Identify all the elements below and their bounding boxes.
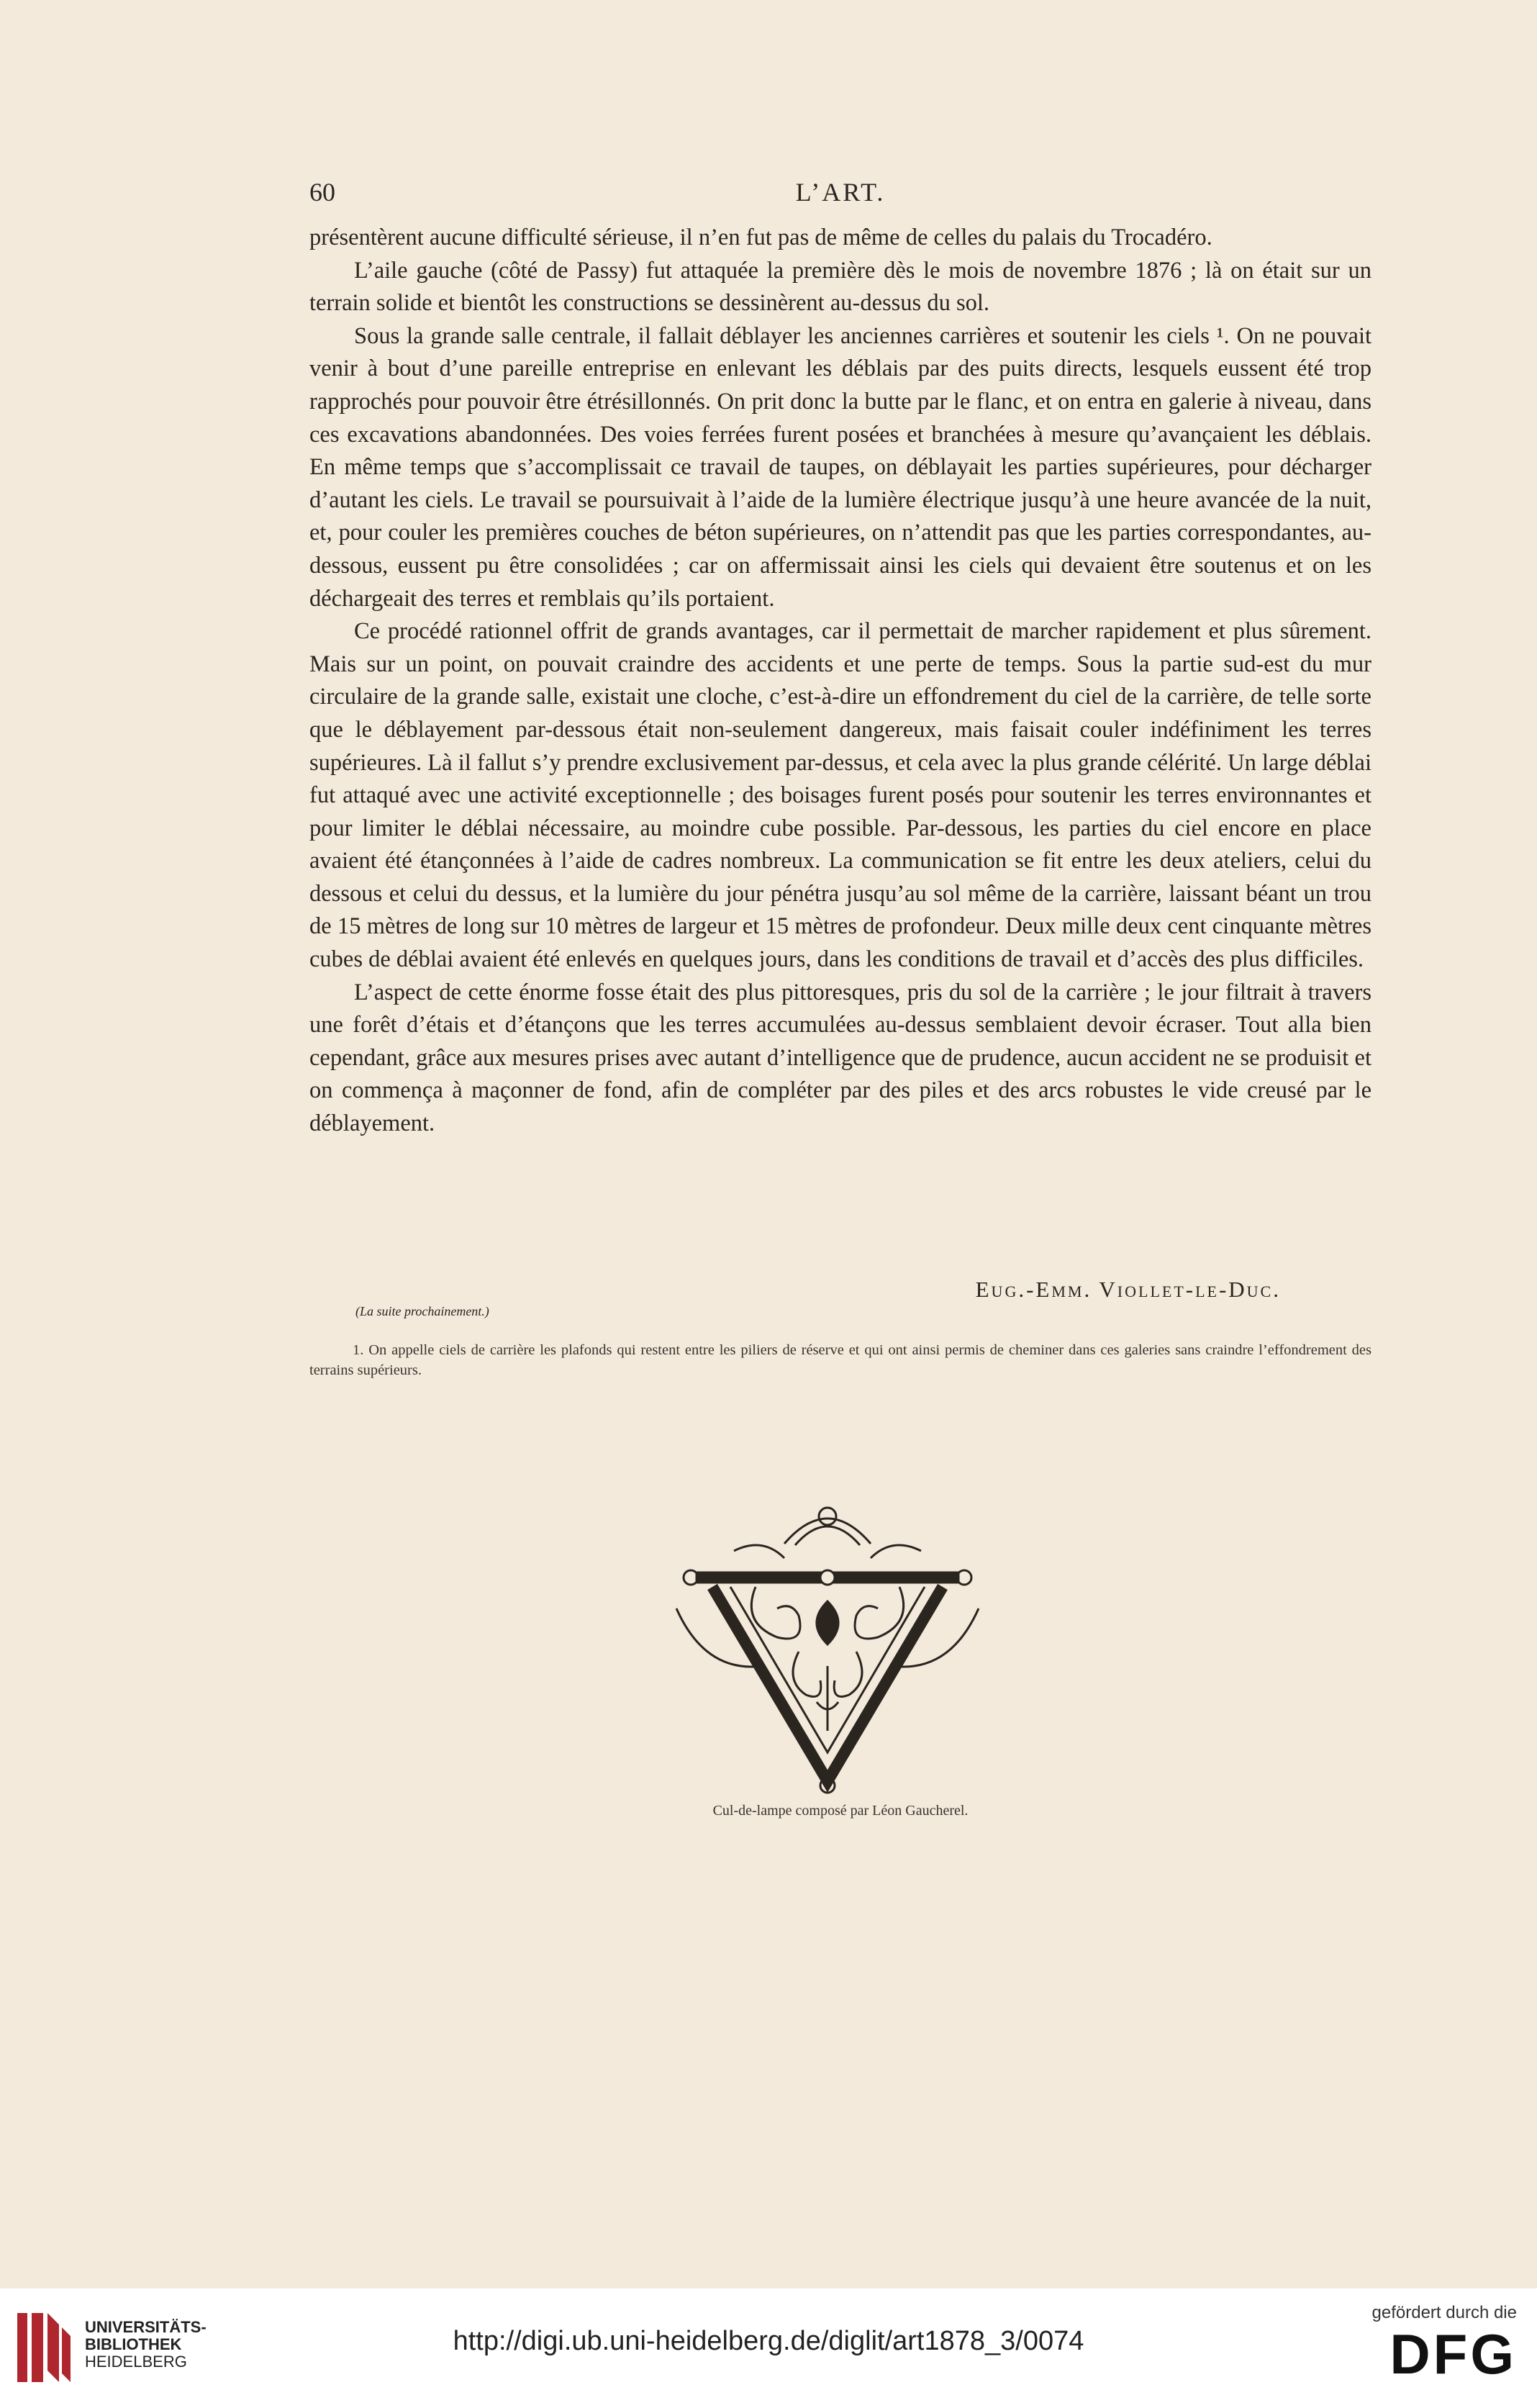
paragraph: L’aspect de cette énorme fosse était des plus pittoresques, pris du sol de la carrière ; le jour filtrait à travers une forêt d’étais et d’étançons que les terres accumulées au-dessus semblaient devoir écraser. Tout alla bien cependant, grâce aux mesures prises avec autant d’intelligence que de prudence, aucun accident ne se produisit et on commença à maçonner de fond, afin de compléter par des piles et des arcs robustes le vide creusé par le déblayement. [309,979,1371,1137]
continuation-note: (La suite prochainement.) [355,1304,489,1318]
author-signature: Eug.-Emm. Viollet-le-Duc. [975,1277,1281,1302]
paragraph: L’aile gauche (côté de Passy) fut attaquée la première dès le mois de novembre 1876 ; là on était sur un terrain solide et bientôt les constructions se dessinèrent au-dessus du sol. [309,257,1371,317]
running-title: L’ART. [795,178,886,207]
article-body [309,222,1371,1141]
footnote: 1. On appelle ciels de carrière les plafonds qui restent entre les piliers de réserve et qui ont ainsi permis de cheminer dans ces galeries sans craindre l’effondrement des terrains supérieurs. [309,1342,1371,1378]
funding-notice [1372,2303,1517,2385]
page-number: 60 [309,178,335,207]
library-name: UNIVERSITÄTS- BIBLIOTHEK HEIDELBERG [85,2318,207,2371]
funded-by-label: gefördert durch die [1371,2303,1517,2322]
figure-caption: Cul-de-lampe composé par Léon Gaucherel. [712,1803,969,1819]
dfg-logo: DFG [1389,2322,1517,2386]
page-header [309,177,1371,213]
ornament-illustration [662,1501,993,1796]
paragraph: présentèrent aucune difficulté sérieuse, il n’en fut pas de même de celles du palais du Trocadéro. [309,225,1212,250]
paragraph: Sous la grande salle centrale, il fallait déblayer les anciennes carrières et soutenir les ciels ¹. On ne pouvait venir à bout d’une pareille entreprise en enlevant les déblais par des puits directs, lesquels eussent été trop rapprochés pour pouvoir être étrésillonnés. On prit donc la butte par le flanc, et on entra en galerie à niveau, dans ces excavations abandonnées. Des voies ferrées furent posées et branchées à mesure qu’avançaient les déblais. En même temps que s’accomplissait ce travail de taupes, on déblayait les parties supérieures, pour décharger d’autant les ciels. Le travail se poursuivait à l’aide de la lumière électrique jusqu’à une heure avancée de la nuit, et, pour couler les premières couches de béton supérieures, on n’attendit pas que les parties correspondantes, au-dessous, eussent pu être consolidées ; car on affermissait ainsi les ciels qui devaient être soutenus et on les déchargeait des terres et remblais qu’ils portaient. [309,322,1371,612]
source-url[interactable]: http://digi.ub.uni-heidelberg.de/diglit/art1878_3/0074 [453,2326,1084,2356]
paragraph: Ce procédé rationnel offrit de grands avantages, car il permettait de marcher rapidement et plus sûrement. Mais sur un point, on pouvait craindre des accidents et une perte de temps. Sous la partie sud-est du mur circulaire de la grande salle, existait une cloche, c’est-à-dire un effondrement du ciel de la carrière, de telle sorte que le déblayement par-dessous était non-seulement dangereux, mais faisait couler indéfiniment les terres supérieures. Là il fallut s’y prendre exclusivement par-dessus, et cela avec la plus grande célérité. Un large déblai fut attaqué avec une activité exceptionnelle ; des boisages furent posés pour soutenir les terres environnantes et pour limiter le déblai nécessaire, au moindre cube possible. Par-dessous, les parties du ciel encore en place avaient été étançonnées à l’aide de cadres nombreux. La communication se fit entre les deux ateliers, celui du dessous et celui du dessus, et la lumière du jour pénétra jusqu’au sol même de la carrière, laissant béant un trou de 15 mètres de long sur 10 mètres de largeur et 15 mètres de profondeur. Deux mille deux cent cinquante mètres cubes de déblai avaient été enlevés en quelques jours, dans les conditions de travail et d’accès des plus difficiles. [309,618,1371,973]
